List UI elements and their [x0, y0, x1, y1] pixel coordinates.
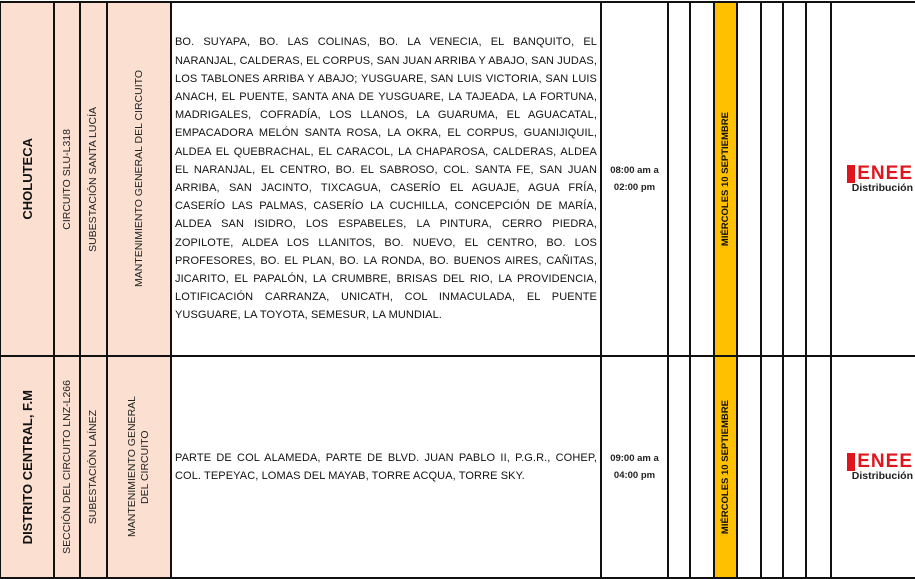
- time-end: 02:00 pm: [613, 182, 656, 193]
- time-end: 04:00 pm: [613, 470, 656, 481]
- substation: SUBESTACIÓN SANTA LUCÍA: [87, 106, 99, 252]
- logo-mark-icon: [847, 453, 855, 471]
- logo-text: ENEE: [857, 450, 913, 472]
- empty-cell: [737, 356, 761, 578]
- work-cell: [107, 356, 171, 578]
- affected-areas: BO. SUYAPA, BO. LAS COLINAS, BO. LA VENECIA, EL BANQUITO, EL NARANJAL, CALDERAS, EL CORPUS, SAN JUAN ARRIBA Y ABAJO, SAN JUDAS, LOS TABLONES ARRIBA Y ABAJO; YUSGUARE, SAN LUIS VICTORIA, SAN LUIS ANACH, EL PUENTE, SANTA ANA DE YUSGUARE, LA TAJEADA, LA FORTUNA, MADRIGALES, COFRADÍA, LOS LLANOS, LA GUARUMA, EL AGUACATAL, EMPACADORA MELÓN SANTA ROSA, LA OKRA, EL CORPUS, GUANIJIQUIL, ALDEA EL QUEBRACHAL, EL CARACOL, LA CHAPAROSA, CALDERAS, ALDEA EL NARANJAL, EL CENTRO, BO. EL SABROSO, COL. SANTA FE, SAN JUAN ARRIBA, SAN JACINTO, TIXCAGUA, CASERÍO EL AGUAJE, AGUA FRÍA, CASERÍO LAS PALMAS, CASERÍO LA CUCHILLA, CONCEPCIÓN DE MARÍA, ALDEA SAN ISIDRO, LOS ESPABELES, LA PINTURA, CERRO PIEDRA, ZOPILOTE, ALDEA LOS LLANITOS, BO. NUEVO, EL CENTRO, BO. LOS PROFESORES, BO. EL PLAN, BO. LA RONDA, BO. BUENOS AIRES, CAÑITAS, JICARITO, EL PAPALÓN, LA CRUMBRE, BRISAS DEL RIO, LA PROVIDENCIA, LOTIFICACIÓN CARRANZA, UNICATH, COL INMACULADA, EL PUENTE YUSGUARE, LA TOYOTA, SEMESUR, LA MUNDIAL.: [175, 36, 597, 322]
- work-cell: [107, 2, 171, 356]
- work-description: MANTENIMIENTO GENERAL DEL CIRCUITO: [132, 70, 145, 288]
- time-cell: [601, 356, 668, 578]
- work-description: MANTENIMIENTO GENERAL DEL CIRCUITO: [126, 396, 151, 538]
- areas-cell: [171, 2, 601, 356]
- logo-mark-icon: [847, 165, 855, 183]
- circuit-cell: [54, 2, 80, 356]
- date: MIÉRCOLES 10 SEPTIEMBRE: [720, 111, 731, 247]
- areas-cell: [171, 356, 601, 578]
- department-cell: [0, 2, 54, 356]
- empty-cell: [783, 356, 806, 578]
- table-row: [0, 2, 915, 356]
- empty-cell: [690, 2, 714, 356]
- enee-logo: [832, 162, 913, 184]
- affected-areas: PARTE DE COL ALAMEDA, PARTE DE BLVD. JUAN PABLO II, P.G.R., COHEP, COL. TEPEYAC, LOMAS DEL MAYAB, TORRE ACQUA, TORRE SKY.: [175, 451, 597, 482]
- date-cell: [714, 356, 737, 578]
- empty-cell: [806, 2, 831, 356]
- circuit: CIRCUITO SLU-L318: [60, 128, 73, 230]
- time-start: 09:00 am a: [610, 453, 659, 464]
- empty-cell: [761, 2, 783, 356]
- time-start: 08:00 am a: [610, 165, 659, 176]
- logo-cell: [831, 2, 915, 356]
- empty-cell: [668, 356, 690, 578]
- time-cell: [601, 2, 668, 356]
- date: MIÉRCOLES 10 SEPTIEMBRE: [720, 399, 731, 535]
- empty-cell: [761, 356, 783, 578]
- department: DISTRITO CENTRAL, F.M: [19, 389, 35, 545]
- empty-cell: [668, 2, 690, 356]
- substation-cell: [80, 2, 107, 356]
- department-cell: [0, 356, 54, 578]
- department: CHOLUTECA: [19, 138, 35, 220]
- logo-subtitle: Distribución: [851, 469, 913, 482]
- table-row: [0, 356, 915, 578]
- outage-schedule-table: [0, 1, 915, 579]
- substation-cell: [80, 356, 107, 578]
- substation: SUBESTACIÓN LAÍNEZ: [87, 409, 99, 525]
- logo-subtitle: Distribución: [851, 181, 913, 194]
- enee-logo: [832, 450, 913, 472]
- logo-text: ENEE: [857, 162, 913, 184]
- empty-cell: [806, 356, 831, 578]
- empty-cell: [783, 2, 806, 356]
- circuit: SECCIÓN DEL CIRCUITO LNZ-L266: [60, 380, 73, 554]
- empty-cell: [690, 356, 714, 578]
- circuit-cell: [54, 356, 80, 578]
- logo-cell: [831, 356, 915, 578]
- empty-cell: [737, 2, 761, 356]
- date-cell: [714, 2, 737, 356]
